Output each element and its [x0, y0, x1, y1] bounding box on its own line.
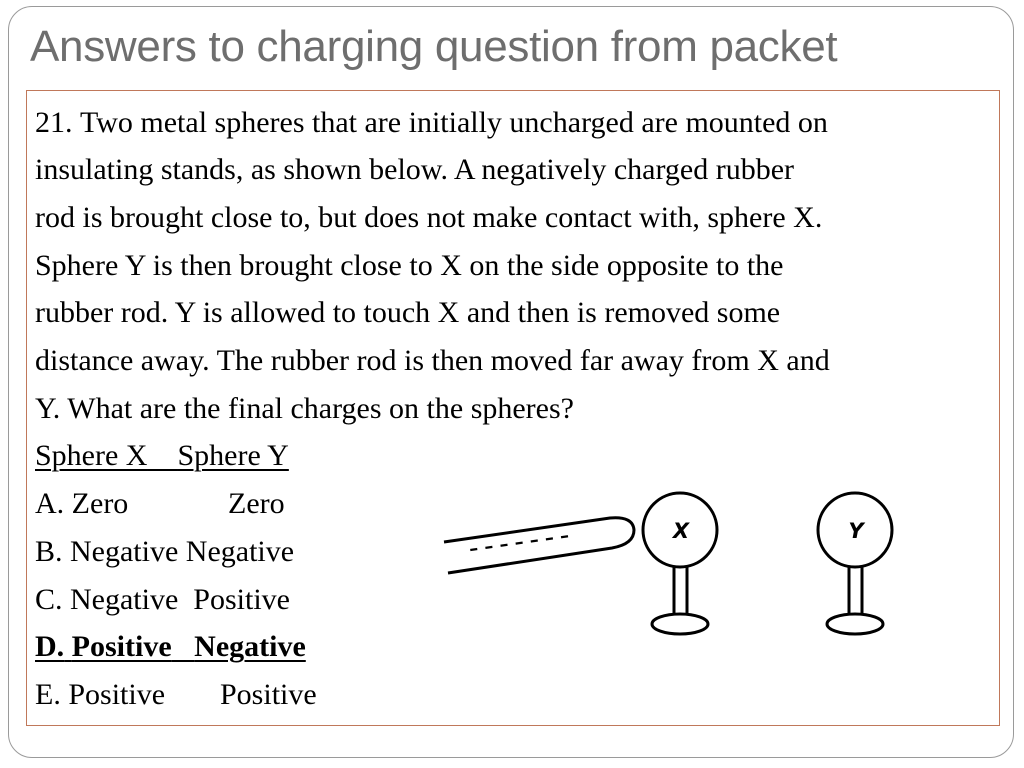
choice-b: [35, 537, 294, 567]
rubber-rod: [444, 518, 634, 573]
choice-letter: B.: [35, 535, 63, 568]
choices-header: [35, 441, 289, 471]
header-sphere-x: Sphere X: [35, 439, 148, 472]
choice-x-value: Zero: [71, 487, 129, 520]
sphere-x: [643, 493, 717, 634]
choice-letter: D.: [35, 630, 65, 663]
question-line-1: [35, 108, 828, 138]
choice-c: [35, 585, 290, 615]
rod-charge-signs: – – – – – – –: [467, 525, 571, 560]
question-number: 21.: [35, 106, 73, 139]
sphere-y: [818, 493, 892, 634]
choice-x-value: Positive: [71, 630, 172, 663]
choice-x-value: Negative: [70, 535, 179, 568]
choice-letter: A.: [35, 487, 65, 520]
question-line-4: Sphere Y is then brought close to X on the side opposite to the: [35, 249, 784, 282]
sphere-x-label: X: [672, 519, 690, 543]
header-sphere-y: Sphere Y: [177, 439, 289, 472]
question-line-5: rubber rod. Y is allowed to touch X and then is removed some: [35, 296, 781, 329]
choice-y-value: Zero: [228, 487, 285, 520]
question-line-7: Y. What are the final charges on the spheres?: [35, 392, 574, 425]
choice-y-value: Positive: [220, 678, 317, 711]
question-line-3: rod is brought close to, but does not make contact with, sphere X.: [35, 201, 823, 234]
slide-title: Answers to charging question from packet: [30, 22, 838, 71]
choice-a: [35, 487, 285, 520]
sphere-y-label: Y: [848, 519, 864, 543]
choice-x-value: Positive: [68, 678, 166, 711]
spheres-diagram: [440, 490, 900, 650]
choice-y-value: Negative: [194, 630, 306, 663]
choice-y-value: Positive: [193, 583, 290, 616]
choice-letter: C.: [35, 583, 63, 616]
choice-e: [35, 678, 317, 711]
choice-x-value: Negative: [70, 583, 179, 616]
choice-d-correct: [35, 632, 306, 662]
question-text-1: Two metal spheres that are initially uncharged are mounted on: [80, 106, 828, 139]
question-line-6: distance away. The rubber rod is then moved far away from X and: [35, 344, 830, 377]
choice-letter: E.: [35, 678, 61, 711]
choice-y-value: Negative: [185, 535, 295, 568]
question-line-2: insulating stands, as shown below. A negatively charged rubber: [35, 153, 795, 186]
